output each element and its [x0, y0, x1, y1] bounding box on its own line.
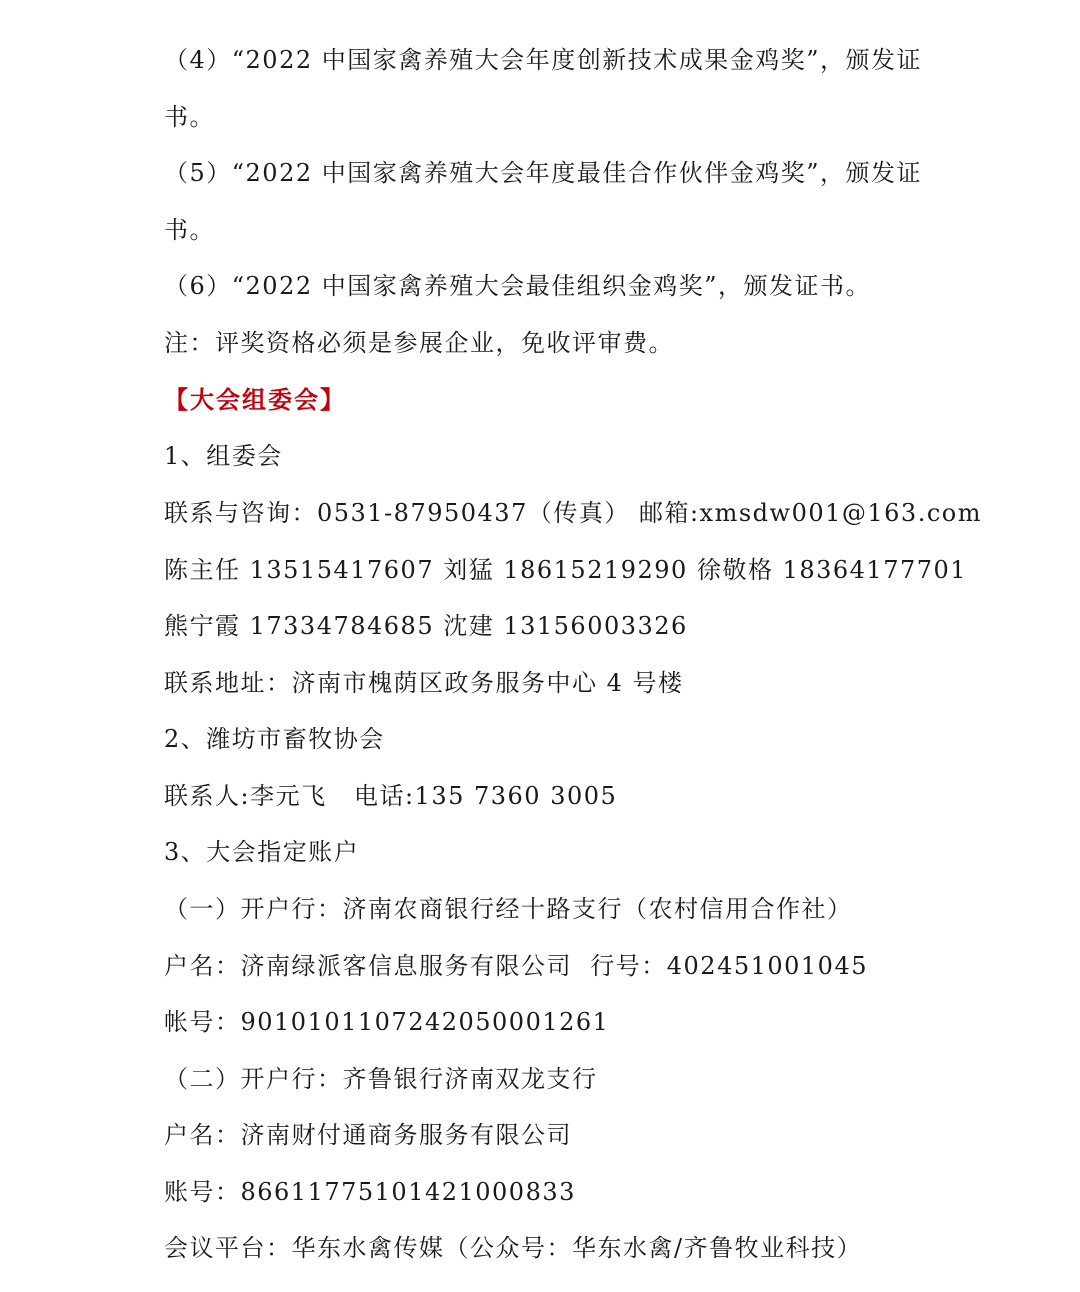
section-heading-committee: 【大会组委会】 [164, 385, 346, 414]
award-note: 注：评奖资格必须是参展企业，免收评审费。 [164, 329, 674, 357]
award-item-6: （6）“2022 中国家禽养殖大会最佳组织金鸡奖”，颁发证书。 [164, 272, 872, 300]
award-item-5-line-1: （5）“2022 中国家禽养殖大会年度最佳合作伙伴金鸡奖”，颁发证 [164, 159, 923, 187]
account-1-bank: （一）开户行：济南农商银行经十路支行（农村信用合作社） [164, 895, 853, 923]
account-2-name: 户名：济南财付通商务服务有限公司 [164, 1121, 572, 1149]
meeting-platform: 会议平台：华东水禽传媒（公众号：华东水禽/齐鲁牧业科技） [164, 1234, 863, 1262]
subsection-committee: 1、组委会 [164, 442, 283, 470]
award-item-4-line-1: （4）“2022 中国家禽养殖大会年度创新技术成果金鸡奖”，颁发证 [164, 46, 923, 74]
award-item-5-line-2: 书。 [164, 216, 215, 244]
association-contact: 联系人:李元飞 电话:135 7360 3005 [164, 782, 618, 810]
contact-consult: 联系与咨询：0531-87950437（传真） 邮箱:xmsdw001@163.com [164, 499, 982, 527]
award-item-4-line-2: 书。 [164, 103, 215, 131]
account-2-number: 账号：86611775101421000833 [164, 1178, 576, 1206]
account-1-number: 帐号：9010101107242050001261 [164, 1008, 610, 1036]
contact-persons-1: 陈主任 13515417607 刘猛 18615219290 徐敬格 18364177701 [164, 556, 968, 584]
contact-address: 联系地址：济南市槐荫区政务服务中心 4 号楼 [164, 669, 684, 697]
subsection-accounts: 3、大会指定账户 [164, 838, 360, 866]
account-2-bank: （二）开户行：齐鲁银行济南双龙支行 [164, 1065, 598, 1093]
account-1-name: 户名：济南绿派客信息服务有限公司 行号：402451001045 [164, 952, 868, 980]
contact-persons-2: 熊宁霞 17334784685 沈建 13156003326 [164, 612, 688, 640]
subsection-association: 2、潍坊市畜牧协会 [164, 725, 385, 753]
